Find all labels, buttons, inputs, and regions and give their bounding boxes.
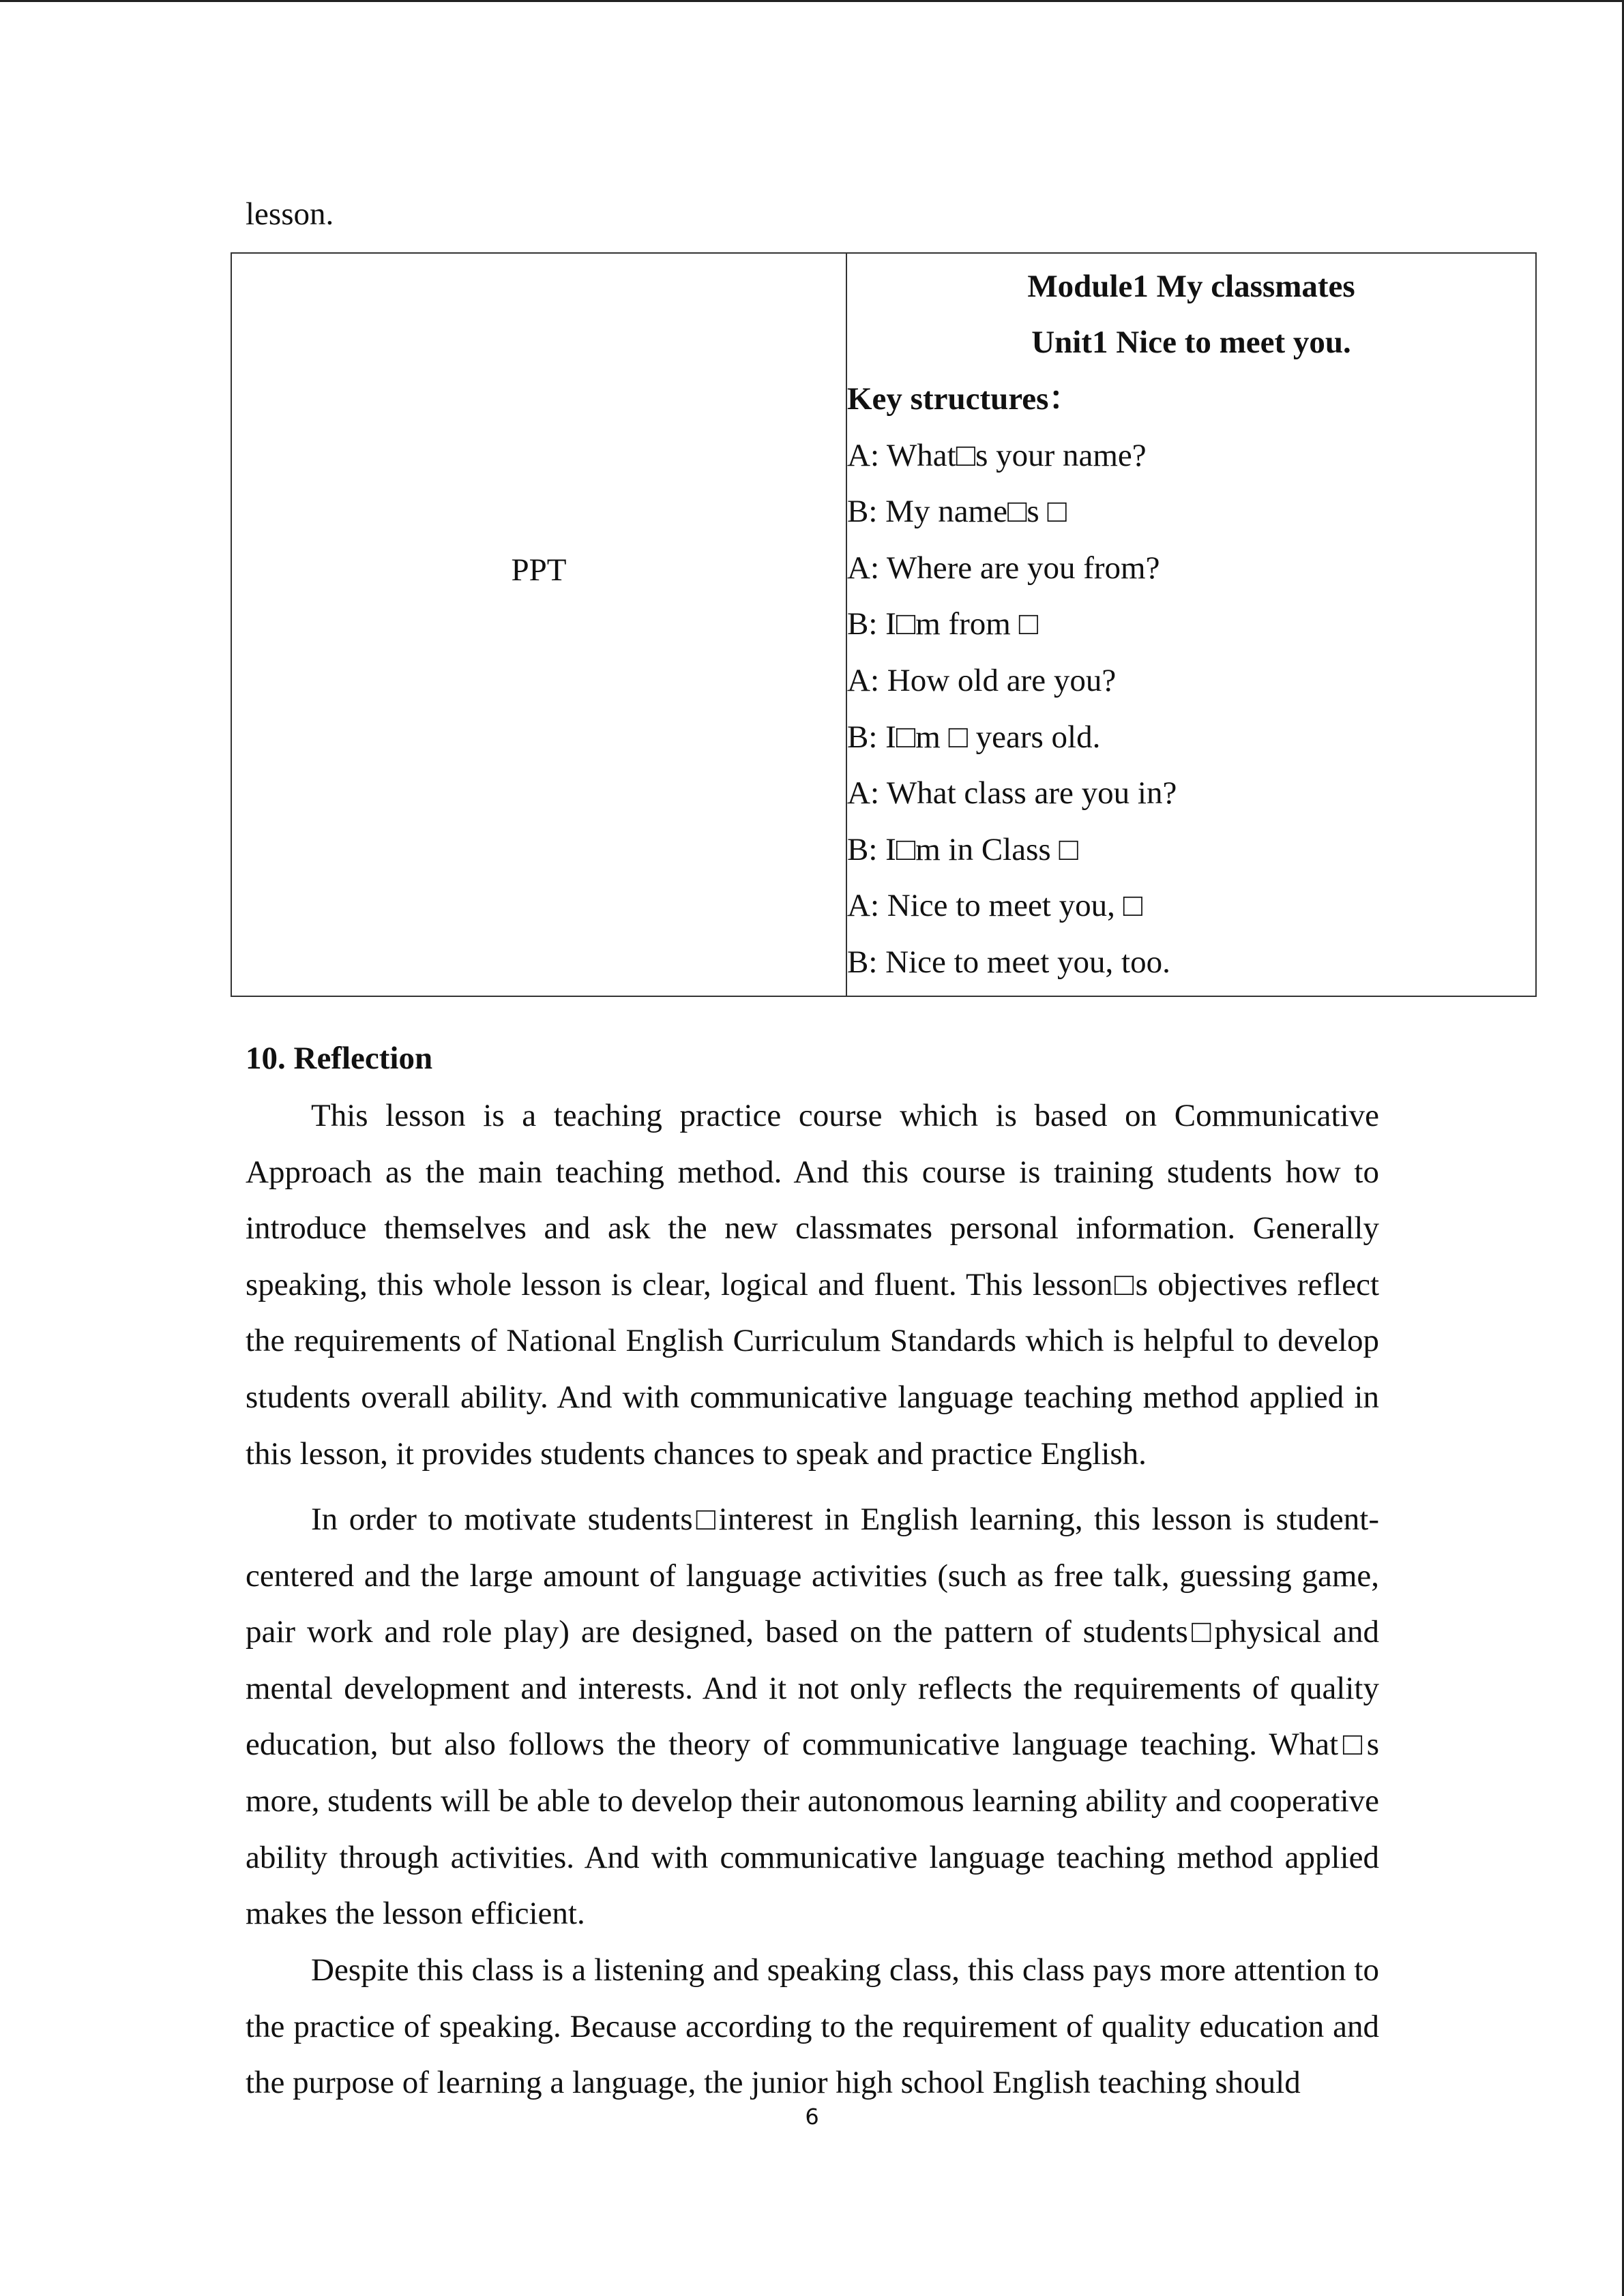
- dialogue-line: A: Nice to meet you, □: [847, 888, 1143, 924]
- reflection-paragraph: Despite this class is a listening and speaking class, this class pays more attention to the practice of speaking. Because according to the requirement of quality education and the purpose of learning a language, the junior high school English teaching should: [246, 1952, 1379, 2101]
- dialogue-line: B: I□m in Class □: [847, 831, 1078, 867]
- ppt-content-cell: [846, 253, 1536, 996]
- dialogue-line: B: Nice to meet you, too.: [847, 944, 1170, 980]
- dialogue-line: B: My name□s □: [847, 494, 1067, 530]
- ppt-table: [231, 252, 1537, 997]
- dialogue-line: A: What□s your name?: [847, 437, 1147, 473]
- unit-title: Unit1 Nice to meet you.: [1031, 325, 1351, 361]
- dialogue-line: A: What class are you in?: [847, 775, 1177, 811]
- section-heading: 10. Reflection: [246, 1041, 433, 1076]
- dialogue-line: B: I□m □ years old.: [847, 719, 1101, 755]
- page-frame-top: [0, 0, 1624, 2]
- dialogue-line: A: How old are you?: [847, 663, 1117, 698]
- reflection-paragraph: This lesson is a teaching practice course which is based on Communicative Approach as the main teaching method. And this course is training students how to introduce themselves and ask the new classmates personal information. Generally speaking, this whole lesson is clear, logical and fluent. This lesson□s objectives reflect the requirements of National English Curriculum Standards which is helpful to develop students overall ability. And with communicative language teaching method applied in this lesson, it provides students chances to speak and practice English.: [246, 1098, 1379, 1472]
- ppt-label: PPT: [511, 552, 567, 588]
- dialogue-line: A: Where are you from?: [847, 550, 1160, 586]
- module-title: Module1 My classmates: [1027, 269, 1355, 305]
- page-number: 6: [805, 2104, 819, 2130]
- dialogue-line: B: I□m from □: [847, 606, 1039, 642]
- lead-text: lesson.: [246, 196, 334, 232]
- reflection-paragraph: In order to motivate students□interest in English learning, this lesson is student-centered and the large amount of language activities (such as free talk, guessing game, pair work and role play) are designed, based on the pattern of students□physical and mental development and interests. And it not only reflects the requirements of quality education, but also follows the theory of communicative language teaching. What□s more, students will be able to develop their autonomous learning ability and cooperative ability through activities. And with communicative language teaching method applied makes the lesson efficient.: [246, 1502, 1379, 1932]
- ppt-label-cell: [231, 253, 846, 996]
- key-structures-label: Key structures：: [847, 381, 1081, 417]
